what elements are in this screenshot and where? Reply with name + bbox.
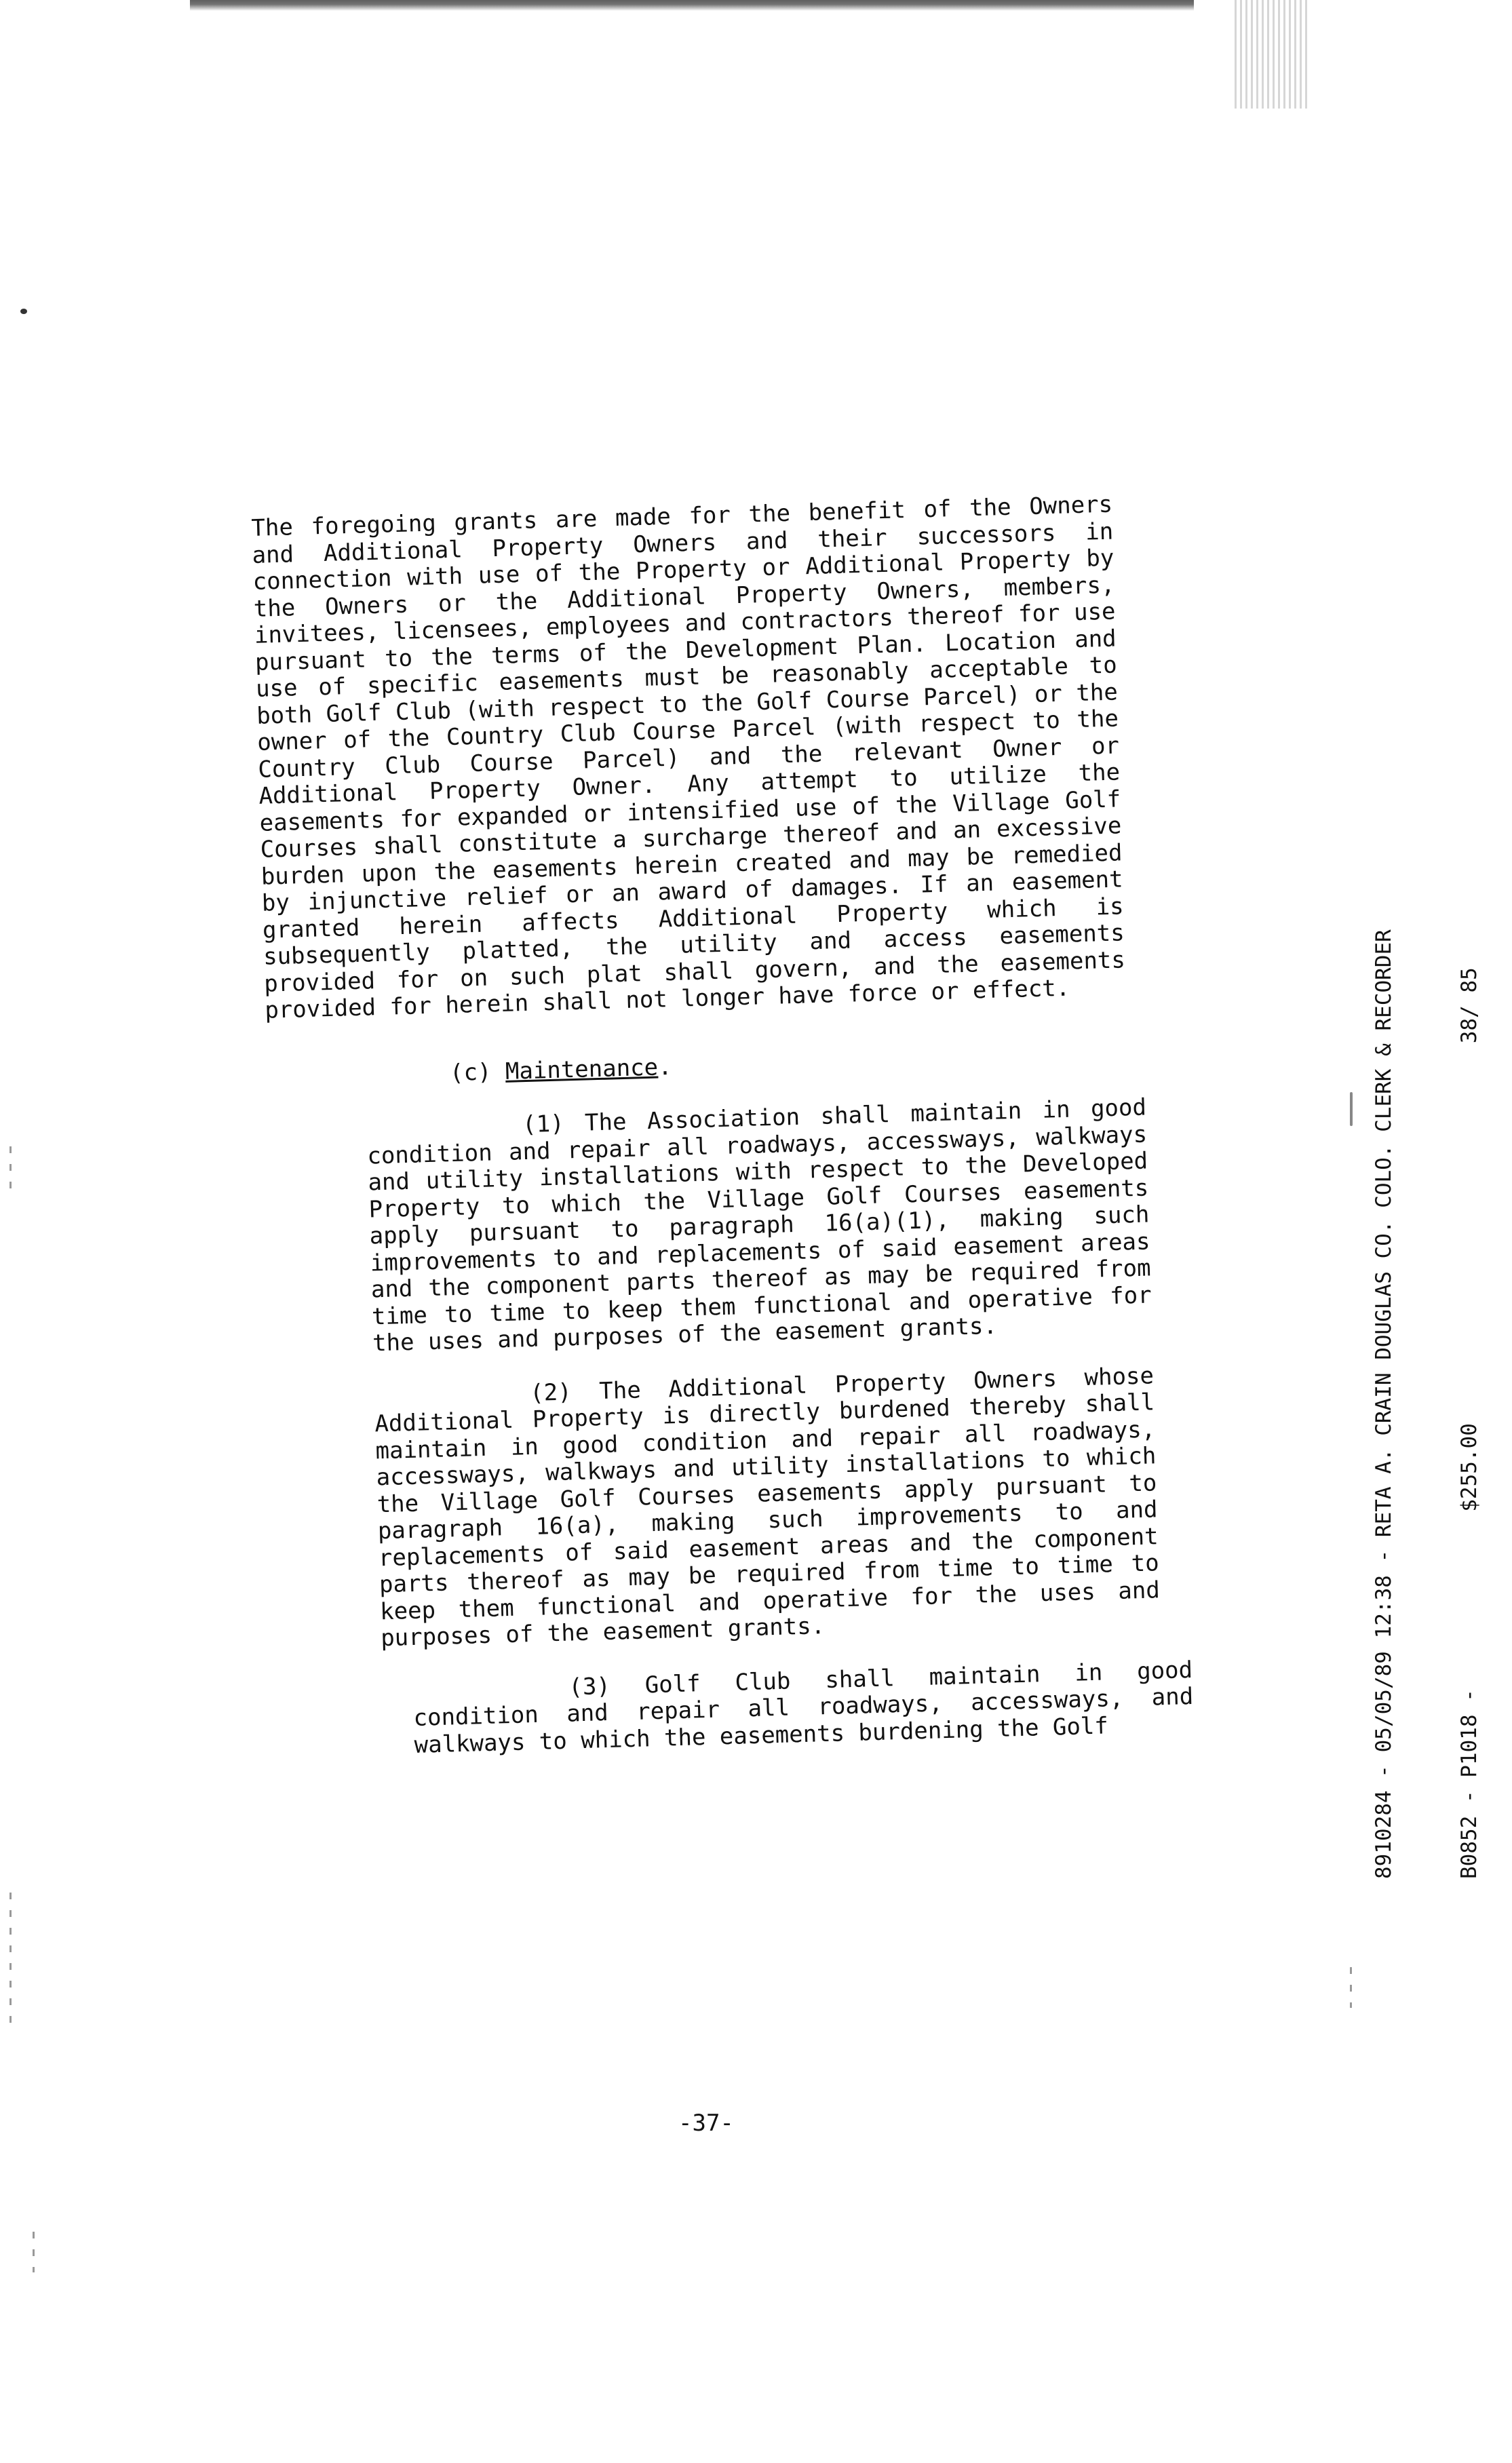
scan-edge-marks (9, 1146, 12, 1194)
section-heading (450, 1040, 1176, 1087)
paragraph-3: (3) Golf Club shall maintain in good condition and repair all roadways, accessways, and walkways to which the easements burdening the Golf (413, 1656, 1194, 1759)
scan-artifact-top (190, 0, 1194, 11)
intro-paragraph: The foregoing grants are made for the benefit of the Owners and Additional Property Owners and their successors in connection with use of the Property or Additional Property by the Owners or the Additional Property Owners, members, invitees, licensees, employees and contractors thereof for use pursuant to the terms of the Development Plan. Location and use of specific easements must be reasonably acceptable to both Golf Club (with respect to the Golf Course Parcel) or the owner of the Country Club Course Parcel (with respect to the Country Club Course Parcel) and the relevant Owner or Additional Property Owner. Any attempt to utilize the easements for expanded or intensified use of the Village Golf Courses shall constitute a surcharge thereof and an excessive burden upon the easements herein created and may be remedied by injunctive relief or an award of damages. If an easement granted herein affects Additional Property which is subsequently platted, the utility and access easements provided for on such plat shall govern, and the easements provided for herein shall not longer have force or effect. (250, 490, 1126, 1024)
section-title: Maintenance (505, 1053, 659, 1085)
paragraph-1: (1) The Association shall maintain in good condition and repair all roadways, accessways, walkways and utility installations with respect to the Developed Property to which the Village Golf Courses easements apply pursuant to paragraph 16(a)(1), making such improvements to and replacements of said easement areas and the component parts thereof as may be required from time to time to keep them functional and operative for the uses and purposes of the easement grants. (366, 1093, 1152, 1357)
scan-edge-marks (9, 1893, 12, 2028)
scan-artifact-corner (1235, 0, 1309, 109)
recording-stamp-line-1: 8910284 - 05/05/89 12:38 - RETA A. CRAIN DOUGLAS CO. COLO. CLERK & RECORDER (1372, 929, 1396, 1879)
scan-speck (20, 309, 27, 314)
scan-edge-marks (1350, 1967, 1352, 2008)
page-number: -37- (678, 2110, 734, 2137)
scan-edge-marks (33, 2232, 35, 2272)
recording-stamp (1313, 929, 1512, 1879)
maintenance-block (366, 1094, 1161, 1652)
heading-period: . (657, 1053, 673, 1081)
recording-stamp-line-2: B0852 - P1018 - $255.00 38/ 85 (1457, 967, 1481, 1879)
paragraph-2: (2) The Additional Property Owners whose Additional Property is directly burdened thereby shall maintain in good condition and repair all roadways, accessways, walkways and utility installations to which the Village Golf Courses easements apply pursuant to paragraph 16(a), making such improvements to and replacements of said easement areas and the component parts thereof as may be required from time to time to keep them functional and operative for the uses and purposes of the easement grants. (374, 1361, 1161, 1652)
section-label: (c) (449, 1058, 492, 1087)
document-body (251, 490, 1195, 1763)
